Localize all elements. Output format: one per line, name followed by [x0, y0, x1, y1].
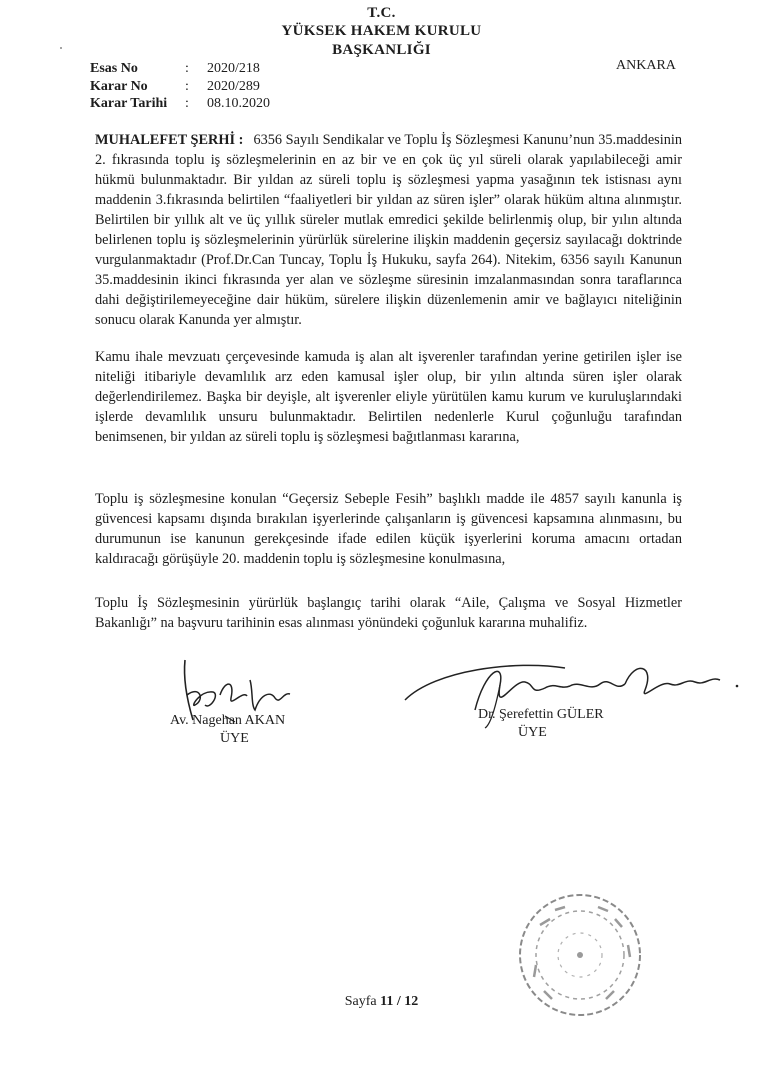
header-line-presidency: BAŞKANLIĞI [332, 42, 431, 58]
meta-key: Karar No [90, 78, 148, 94]
meta-value: 2020/289 [207, 78, 260, 94]
meta-colon: : [185, 78, 189, 94]
meta-value: 2020/218 [207, 61, 260, 76]
paragraph-effective-date: Toplu İş Sözleşmesinin yürürlük başlangıç tarihi olarak “Aile, Çalışma ve Sosyal Hizmetler Bakanlığı” na başvuru tarihinin esas alınması yönündeki çoğunluk kararına muhalifiz. [95, 595, 682, 631]
meta-colon: : [185, 61, 189, 76]
page-footer [0, 994, 763, 1010]
paragraph-text: 6356 Sayılı Sendikalar ve Toplu İş Sözleşmesi Kanunu’nun 35.maddesinin 2. fıkrasında toplu iş sözleşmelerinin en az bir ve en çok üç yıl süreli olarak yapılabileceği amir hükmü bulunmaktadır. Bir yıldan az süreli toplu iş sözleşmesi yapma yasağının tek istisnası aynı maddenin 3.fıkrasında belirtilen “faaliyetleri bir yıldan az süren işler” olarak hüküm altına alınmıştır. Belirtilen bir yıllık alt ve üç yıllık süreler mutlak emredici şekilde belirlenmiş olup, bir yılın altında belirlenen toplu iş sözleşmelerinin yürürlük sürelerine ilişkin maddenin geçersiz sayılacağı doktrinde vurgulanmaktadır (Prof.Dr.Can Tuncay, Toplu İş Hukuku, sayfa 264). Nitekim, 6356 sayılı Kanunun 35.maddesinin ikinci fıkrasında yer alan ve sözleşme süresinin imzalanmasından sonra taraflarınca dahi değiştirilemeyeceğine dair hüküm, sürelere ilişkin düzenlemenin amir ve bağlayıcı niteliğinin sonucu olarak Kanunda yer almıştır. [95, 132, 682, 328]
dissent-heading: MUHALEFET ŞERHİ : [95, 132, 244, 148]
paragraph-public-procurement: Kamu ihale mevzuatı çerçevesinde kamuda iş alan alt işverenler tarafından yerine getirilen işler ise niteliği itibariyle devamlılık arz eden kamusal işler olup, bir yılın altında süren işler olarak değerlendirilemez. Başka bir deyişle, alt işverenler eliyle yürütülen kamu kurum ve kuruluşlarındaki işlerde devamlılık unsuru bulunmaktadır. Belirtilen nedenlerle Kurul çoğunluğu tarafından benimsenen, bir yıldan az süreli toplu iş sözleşmesi bağıtlanması kararına, [95, 349, 682, 445]
header-line-institution: YÜKSEK HAKEM KURULU [281, 23, 482, 39]
meta-row-karar [90, 78, 270, 96]
meta-key: Esas No [90, 61, 138, 76]
signature-block-guler [478, 706, 604, 742]
header-line-tc: T.C. [367, 5, 396, 21]
paragraph-termination-clause: Toplu iş sözleşmesine konulan “Geçersiz Sebeple Fesih” başlıklı madde ile 4857 sayılı kanunla iş güvencesi kapsamı dışında bırakılan işyerlerinde çalışanların iş güvencesi kapsamına alınmasını, bu durumunun ise kanunun gerekçesinde ifade edilen küçük işyerlerini koruma amacını ortadan kaldıracağı görüşüyle 20. maddenin toplu iş sözleşmesine konulmasına, [95, 491, 682, 567]
meta-row-esas [90, 60, 270, 78]
signatory-name: Dr. Şerefettin GÜLER [478, 707, 604, 722]
signatory-title: ÜYE [220, 731, 249, 746]
signature-block-akan [170, 712, 285, 748]
city-label: ANKARA [616, 58, 676, 73]
paragraph-dissent-intro [95, 130, 682, 330]
meta-row-tarih [90, 95, 270, 113]
meta-value: 08.10.2020 [207, 96, 270, 111]
signatory-title: ÜYE [518, 725, 547, 740]
case-metadata [90, 60, 270, 113]
page-number: 11 / 12 [380, 994, 419, 1009]
meta-colon: : [185, 96, 189, 111]
meta-key: Karar Tarihi [90, 96, 168, 111]
footer-prefix: Sayfa [344, 994, 377, 1009]
signatory-name: Av. Nagehan AKAN [170, 713, 286, 728]
